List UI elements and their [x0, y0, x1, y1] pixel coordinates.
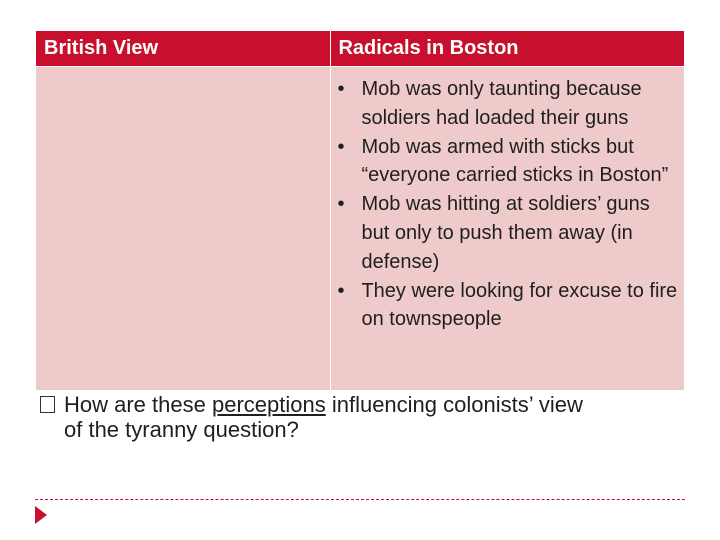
question-text-start: How are these: [64, 392, 212, 417]
footer-divider: [35, 499, 685, 500]
question-underlined-word: perceptions: [211, 392, 326, 417]
list-item: [337, 133, 678, 191]
triangle-right-icon[interactable]: [35, 506, 47, 524]
discussion-question: [40, 392, 700, 442]
radicals-bullet-list: [331, 67, 684, 334]
question-line-1: [40, 392, 700, 417]
radicals-cell: [331, 67, 685, 391]
comparison-table: [35, 30, 685, 391]
bullet-text: Mob was hitting at soldiers’ guns but only to push them away (in defense): [361, 193, 650, 273]
bullet-icon: •: [337, 279, 345, 302]
box-icon: [40, 396, 55, 413]
list-item: [337, 277, 678, 335]
bullet-icon: •: [337, 193, 345, 216]
british-view-cell: [36, 67, 331, 391]
bullet-text: Mob was armed with sticks but “everyone carried sticks in Boston”: [361, 135, 669, 187]
bullet-icon: •: [337, 135, 345, 158]
bullet-icon: •: [337, 78, 345, 100]
header-radicals-in-boston: [331, 31, 685, 67]
question-text-end: influencing colonists’ view: [325, 392, 583, 417]
list-item: [337, 190, 678, 276]
table-body-row: [36, 67, 685, 391]
list-item: [337, 75, 678, 133]
header-label-radicals: Radicals in Boston: [338, 37, 519, 59]
header-british-view: [36, 31, 331, 67]
bullet-text: They were looking for excuse to fire on townspeople: [361, 279, 678, 331]
question-line-2: of the tyranny question?: [64, 417, 299, 442]
bullet-text: Mob was only taunting because soldiers had loaded their guns: [361, 78, 642, 129]
header-label-british: British View: [44, 37, 159, 59]
table-header-row: [36, 31, 685, 67]
